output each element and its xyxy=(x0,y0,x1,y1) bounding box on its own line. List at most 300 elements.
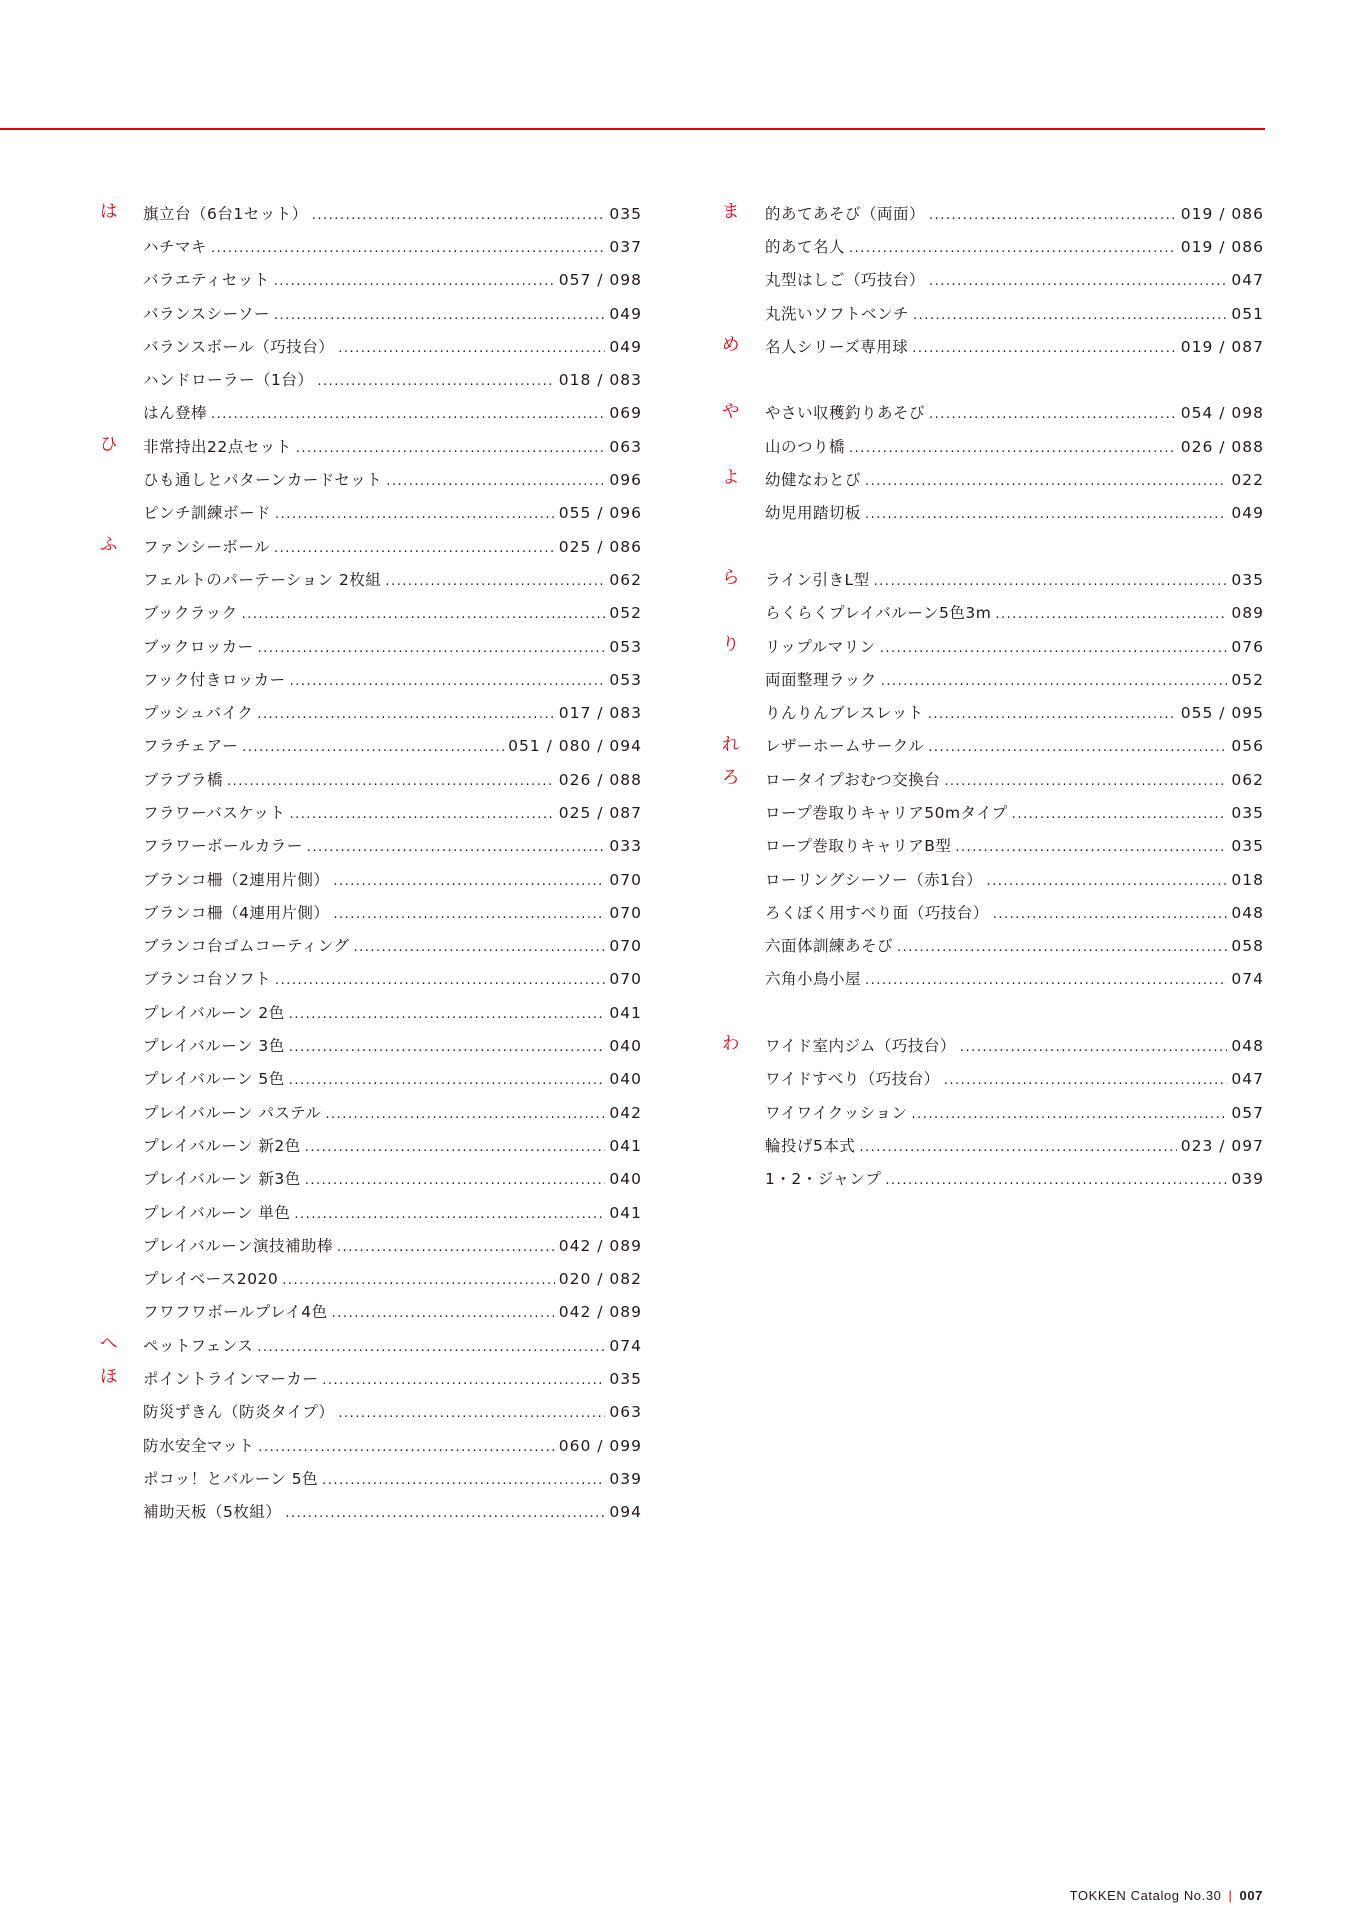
dot-leader xyxy=(257,1340,605,1355)
product-name: 旗立台（6台1セット） xyxy=(143,204,308,223)
page-reference: 033 xyxy=(609,837,642,856)
index-row xyxy=(100,929,642,962)
index-row xyxy=(100,1495,642,1528)
index-entry xyxy=(765,1101,1264,1123)
index-row xyxy=(722,329,1264,362)
dot-leader xyxy=(929,274,1227,289)
index-row xyxy=(722,829,1264,862)
index-entry xyxy=(143,1201,642,1223)
index-row xyxy=(100,1395,642,1428)
product-name: プレイバルーン 2色 xyxy=(143,1003,285,1022)
page-reference: 089 xyxy=(1231,604,1264,623)
index-row xyxy=(100,596,642,629)
index-row xyxy=(722,1062,1264,1095)
dot-leader xyxy=(993,907,1228,922)
index-row xyxy=(100,396,642,429)
dot-leader xyxy=(274,541,555,556)
index-entry xyxy=(143,568,642,590)
dot-leader xyxy=(929,407,1177,422)
kana-initial: ひ xyxy=(100,434,118,455)
page-reference: 052 xyxy=(609,604,642,623)
index-row xyxy=(722,695,1264,728)
index-entry xyxy=(765,468,1264,490)
index-row xyxy=(100,629,642,662)
page-number: 007 xyxy=(1239,1888,1263,1903)
index-row xyxy=(100,196,642,229)
index-entry xyxy=(143,734,642,756)
index-row xyxy=(100,1428,642,1461)
dot-leader xyxy=(289,1040,606,1055)
index-row xyxy=(100,229,642,262)
index-row xyxy=(100,529,642,562)
index-entry xyxy=(765,967,1264,989)
page-reference: 070 xyxy=(609,970,642,989)
index-entry xyxy=(765,868,1264,890)
page-reference: 074 xyxy=(609,1336,642,1355)
page-reference: 042 xyxy=(609,1103,642,1122)
dot-leader xyxy=(275,507,555,522)
page-reference: 049 xyxy=(1231,504,1264,523)
page-reference: 070 xyxy=(609,937,642,956)
index-entry xyxy=(143,1367,642,1389)
index-entry xyxy=(143,368,642,390)
page-reference: 035 xyxy=(609,204,642,223)
page-reference: 062 xyxy=(1231,770,1264,789)
index-entry xyxy=(765,568,1264,590)
index-entry xyxy=(143,235,642,257)
index-row xyxy=(722,729,1264,762)
dot-leader xyxy=(305,1173,606,1188)
index-row xyxy=(100,829,642,862)
page-reference: 047 xyxy=(1231,1070,1264,1089)
page-reference: 040 xyxy=(609,1170,642,1189)
page-reference: 042 / 089 xyxy=(558,1303,642,1322)
index-row xyxy=(100,962,642,995)
index-entry xyxy=(143,1067,642,1089)
page-reference: 052 xyxy=(1231,670,1264,689)
dot-leader xyxy=(333,874,605,889)
index-entry xyxy=(143,268,642,290)
product-name: プレイバルーン 新2色 xyxy=(143,1136,301,1155)
index-entry xyxy=(143,701,642,723)
product-name: ブラブラ橋 xyxy=(143,770,224,789)
index-entry xyxy=(143,1400,642,1422)
index-entry xyxy=(765,268,1264,290)
index-row xyxy=(722,296,1264,329)
index-entry xyxy=(765,801,1264,823)
dot-leader xyxy=(227,774,555,789)
index-entry xyxy=(143,302,642,324)
dot-leader xyxy=(275,973,605,988)
page-reference: 040 xyxy=(609,1070,642,1089)
top-red-rule xyxy=(0,128,1265,130)
index-entry xyxy=(765,668,1264,690)
page-reference: 019 / 086 xyxy=(1180,204,1264,223)
product-name: ブランコ柵（2連用片側） xyxy=(143,870,330,889)
dot-leader xyxy=(897,940,1227,955)
index-entry xyxy=(143,868,642,890)
kana-initial: ふ xyxy=(100,534,118,555)
index-row xyxy=(100,1262,642,1295)
index-column-right xyxy=(722,196,1264,1195)
index-entry xyxy=(143,1234,642,1256)
index-row xyxy=(722,962,1264,995)
index-row xyxy=(722,1162,1264,1195)
dot-leader xyxy=(274,308,605,323)
kana-initial: ら xyxy=(722,568,740,589)
product-name: ピンチ訓練ボード xyxy=(143,504,272,523)
index-row xyxy=(100,1195,642,1228)
dot-leader xyxy=(290,674,606,689)
index-row xyxy=(100,263,642,296)
page-reference: 026 / 088 xyxy=(558,770,642,789)
dot-leader xyxy=(289,1073,606,1088)
index-row xyxy=(100,662,642,695)
page-reference: 053 xyxy=(609,637,642,656)
index-row xyxy=(100,1128,642,1161)
product-name: 的あてあそび（両面） xyxy=(765,204,926,223)
index-row xyxy=(100,1295,642,1328)
page-reference: 040 xyxy=(609,1037,642,1056)
kana-initial: ろ xyxy=(722,767,740,788)
index-row xyxy=(722,895,1264,928)
page-reference: 058 xyxy=(1231,937,1264,956)
index-row xyxy=(722,862,1264,895)
index-row xyxy=(100,1361,642,1394)
product-name: プッシュバイク xyxy=(143,704,254,723)
product-name: フック付きロッカー xyxy=(143,670,286,689)
dot-leader xyxy=(257,707,554,722)
index-row xyxy=(722,1028,1264,1061)
index-row xyxy=(100,995,642,1028)
page-reference: 062 xyxy=(609,570,642,589)
dot-leader xyxy=(325,1107,605,1122)
index-row xyxy=(100,562,642,595)
index-entry xyxy=(143,901,642,923)
index-entry xyxy=(765,768,1264,790)
index-row xyxy=(100,1328,642,1361)
product-name: 丸洗いソフトベンチ xyxy=(765,304,910,323)
dot-leader xyxy=(332,1306,555,1321)
index-row xyxy=(100,695,642,728)
product-name: ハチマキ xyxy=(143,237,208,256)
page-reference: 041 xyxy=(609,1136,642,1155)
page-reference: 049 xyxy=(609,304,642,323)
dot-leader xyxy=(333,907,605,922)
index-row xyxy=(100,362,642,395)
product-name: はん登棒 xyxy=(143,404,208,423)
page-reference: 035 xyxy=(609,1370,642,1389)
page-reference: 070 xyxy=(609,903,642,922)
index-row xyxy=(100,729,642,762)
product-name: プレイバルーン 単色 xyxy=(143,1203,291,1222)
index-row xyxy=(100,895,642,928)
page-reference: 094 xyxy=(609,1503,642,1522)
index-row xyxy=(722,762,1264,795)
index-entry xyxy=(143,801,642,823)
product-name: フェルトのパーテーション 2枚組 xyxy=(143,570,382,589)
index-entry xyxy=(143,1334,642,1356)
index-entry xyxy=(765,435,1264,457)
product-name: 山のつり橋 xyxy=(765,437,846,456)
index-entry xyxy=(143,635,642,657)
product-name: プレイバルーン演技補助棒 xyxy=(143,1236,333,1255)
index-spacer xyxy=(722,529,1264,562)
index-entry xyxy=(765,901,1264,923)
dot-leader xyxy=(322,1473,605,1488)
kana-initial: へ xyxy=(100,1333,118,1354)
page-reference: 057 / 098 xyxy=(558,271,642,290)
page-reference: 063 xyxy=(609,1403,642,1422)
dot-leader xyxy=(294,1207,605,1222)
product-name: 補助天板（5枚組） xyxy=(143,1503,282,1522)
index-row xyxy=(100,496,642,529)
index-row xyxy=(722,462,1264,495)
product-name: フラチェアー xyxy=(143,737,239,756)
product-name: 丸型はしご（巧技台） xyxy=(765,271,926,290)
page-reference: 022 xyxy=(1231,471,1264,490)
dot-leader xyxy=(386,474,605,489)
kana-initial: れ xyxy=(722,734,740,755)
index-entry xyxy=(143,1034,642,1056)
product-name: 名人シリーズ専用球 xyxy=(765,337,909,356)
index-entry xyxy=(765,302,1264,324)
kana-initial: ほ xyxy=(100,1367,118,1388)
index-entry xyxy=(765,401,1264,423)
product-name: ブランコ柵（4連用片側） xyxy=(143,903,330,922)
product-name: プレイベース2020 xyxy=(143,1270,279,1289)
index-entry xyxy=(765,635,1264,657)
page-reference: 035 xyxy=(1231,837,1264,856)
catalog-title: TOKKEN Catalog No.30 xyxy=(1069,1888,1222,1903)
product-name: 防水安全マット xyxy=(143,1436,255,1455)
index-spacer xyxy=(722,995,1264,1028)
index-entry xyxy=(765,202,1264,224)
index-row xyxy=(722,662,1264,695)
page-reference: 035 xyxy=(1231,803,1264,822)
dot-leader xyxy=(312,208,606,223)
page-reference: 063 xyxy=(609,437,642,456)
page-reference: 070 xyxy=(609,870,642,889)
dot-leader xyxy=(874,574,1228,589)
index-row xyxy=(722,496,1264,529)
index-entry xyxy=(143,335,642,357)
index-entry xyxy=(143,1134,642,1156)
product-name: ロープ巻取りキャリアB型 xyxy=(765,837,952,856)
page-reference: 096 xyxy=(609,471,642,490)
page-reference: 049 xyxy=(609,337,642,356)
dot-leader xyxy=(338,1406,605,1421)
index-entry xyxy=(143,1500,642,1522)
page-reference: 053 xyxy=(609,670,642,689)
index-entry xyxy=(143,967,642,989)
dot-leader xyxy=(289,807,554,822)
page-reference: 060 / 099 xyxy=(558,1436,642,1455)
index-entry xyxy=(143,768,642,790)
product-name: 輪投げ5本式 xyxy=(765,1136,856,1155)
product-name: ペットフェンス xyxy=(143,1336,254,1355)
product-name: ポイントラインマーカー xyxy=(143,1370,319,1389)
product-name: 六角小鳥小屋 xyxy=(765,970,862,989)
product-name: らくらくプレイバルーン5色3m xyxy=(765,604,992,623)
dot-leader xyxy=(881,674,1228,689)
kana-initial: や xyxy=(722,401,740,422)
page-reference: 048 xyxy=(1231,1037,1264,1056)
page-reference: 051 xyxy=(1231,304,1264,323)
product-name: ブランコ台ゴムコーティング xyxy=(143,937,350,956)
index-entry xyxy=(143,1300,642,1322)
index-entry xyxy=(143,435,642,457)
page-reference: 035 xyxy=(1231,570,1264,589)
dot-leader xyxy=(865,973,1227,988)
page-reference: 018 xyxy=(1231,870,1264,889)
index-entry xyxy=(765,235,1264,257)
product-name: フラワーバスケット xyxy=(143,803,286,822)
index-row xyxy=(722,596,1264,629)
index-entry xyxy=(765,701,1264,723)
index-row xyxy=(100,296,642,329)
index-row xyxy=(722,396,1264,429)
dot-leader xyxy=(885,1173,1227,1188)
index-entry xyxy=(143,668,642,690)
page-reference: 055 / 096 xyxy=(558,504,642,523)
page-reference: 039 xyxy=(1231,1170,1264,1189)
index-entry xyxy=(143,1001,642,1023)
page-reference: 047 xyxy=(1231,271,1264,290)
product-name: ハンドローラー（1台） xyxy=(143,371,314,390)
product-name: りんりんブレスレット xyxy=(765,704,924,723)
index-entry xyxy=(143,468,642,490)
dot-leader xyxy=(880,641,1228,656)
dot-leader xyxy=(929,208,1177,223)
dot-leader xyxy=(849,441,1177,456)
page-reference: 076 xyxy=(1231,637,1264,656)
dot-leader xyxy=(274,274,555,289)
page-reference: 055 / 095 xyxy=(1180,704,1264,723)
dot-leader xyxy=(944,1073,1228,1088)
page-reference: 037 xyxy=(609,237,642,256)
dot-leader xyxy=(912,341,1177,356)
product-name: ブックロッカー xyxy=(143,637,254,656)
page-reference: 020 / 082 xyxy=(558,1270,642,1289)
page-reference: 041 xyxy=(609,1003,642,1022)
index-entry xyxy=(143,1267,642,1289)
dot-leader xyxy=(859,1140,1176,1155)
index-row xyxy=(722,196,1264,229)
dot-leader xyxy=(282,1273,554,1288)
page-reference: 057 xyxy=(1231,1103,1264,1122)
page-reference: 048 xyxy=(1231,903,1264,922)
dot-leader xyxy=(865,507,1227,522)
index-entry xyxy=(143,1467,642,1489)
page-reference: 039 xyxy=(609,1469,642,1488)
product-name: フラワーボールカラー xyxy=(143,837,303,856)
product-name: 的あて名人 xyxy=(765,237,846,256)
index-row xyxy=(722,629,1264,662)
product-name: レザーホームサークル xyxy=(765,737,925,756)
dot-leader xyxy=(289,1007,606,1022)
dot-leader xyxy=(258,1440,554,1455)
index-row xyxy=(100,329,642,362)
product-name: ワイド室内ジム（巧技台） xyxy=(765,1037,956,1056)
product-name: プレイバルーン 3色 xyxy=(143,1037,285,1056)
product-name: ワイドすべり（巧技台） xyxy=(765,1070,940,1089)
product-name: 六面体訓練あそび xyxy=(765,937,894,956)
product-name: ワイワイクッション xyxy=(765,1103,908,1122)
page-reference: 054 / 098 xyxy=(1180,404,1264,423)
product-name: 幼児用踏切板 xyxy=(765,504,862,523)
page-reference: 051 / 080 / 094 xyxy=(508,737,642,756)
index-entry xyxy=(143,535,642,557)
dot-leader xyxy=(849,241,1177,256)
product-name: 1・2・ジャンプ xyxy=(765,1170,882,1189)
page-reference: 025 / 087 xyxy=(558,803,642,822)
index-row xyxy=(722,795,1264,828)
index-row xyxy=(722,1128,1264,1161)
index-entry xyxy=(765,501,1264,523)
kana-initial: よ xyxy=(722,468,740,489)
index-entry xyxy=(143,934,642,956)
index-row xyxy=(722,263,1264,296)
index-row xyxy=(722,562,1264,595)
dot-leader xyxy=(338,341,605,356)
page-reference: 042 / 089 xyxy=(558,1236,642,1255)
product-name: プレイバルーン 新3色 xyxy=(143,1170,301,1189)
product-name: ロータイプおむつ交換台 xyxy=(765,770,941,789)
kana-initial: ま xyxy=(722,201,740,222)
index-entry xyxy=(143,501,642,523)
index-column-left xyxy=(100,196,642,1528)
kana-initial: り xyxy=(722,634,740,655)
page-reference: 019 / 087 xyxy=(1180,337,1264,356)
index-entry xyxy=(765,834,1264,856)
index-entry xyxy=(143,1101,642,1123)
index-row xyxy=(100,1095,642,1128)
index-row xyxy=(722,1095,1264,1128)
product-name: プレイバルーン 5色 xyxy=(143,1070,285,1089)
product-name: バランスシーソー xyxy=(143,304,270,323)
index-row xyxy=(100,1461,642,1494)
index-row xyxy=(100,429,642,462)
dot-leader xyxy=(305,1140,606,1155)
index-entry xyxy=(765,1167,1264,1189)
dot-leader xyxy=(307,840,606,855)
index-row xyxy=(100,462,642,495)
product-name: バラエティセット xyxy=(143,271,270,290)
product-name: 防災ずきん（防炎タイプ） xyxy=(143,1403,335,1422)
index-entry xyxy=(143,202,642,224)
index-row xyxy=(100,862,642,895)
dot-leader xyxy=(385,574,605,589)
dot-leader xyxy=(995,607,1227,622)
kana-initial: は xyxy=(100,201,118,222)
page-reference: 056 xyxy=(1231,737,1264,756)
index-spacer xyxy=(722,362,1264,395)
page-reference: 074 xyxy=(1231,970,1264,989)
product-name: ひも通しとパターンカードセット xyxy=(143,471,383,490)
index-entry xyxy=(143,1434,642,1456)
index-entry xyxy=(143,401,642,423)
index-entry xyxy=(765,1067,1264,1089)
dot-leader xyxy=(258,641,606,656)
product-name: ライン引きL型 xyxy=(765,570,870,589)
index-row xyxy=(722,429,1264,462)
dot-leader xyxy=(296,441,606,456)
product-name: ロープ巻取りキャリア50mタイプ xyxy=(765,803,1008,822)
product-name: 幼健なわとび xyxy=(765,471,862,490)
product-name: 非常持出22点セット xyxy=(143,437,292,456)
dot-leader xyxy=(928,707,1177,722)
